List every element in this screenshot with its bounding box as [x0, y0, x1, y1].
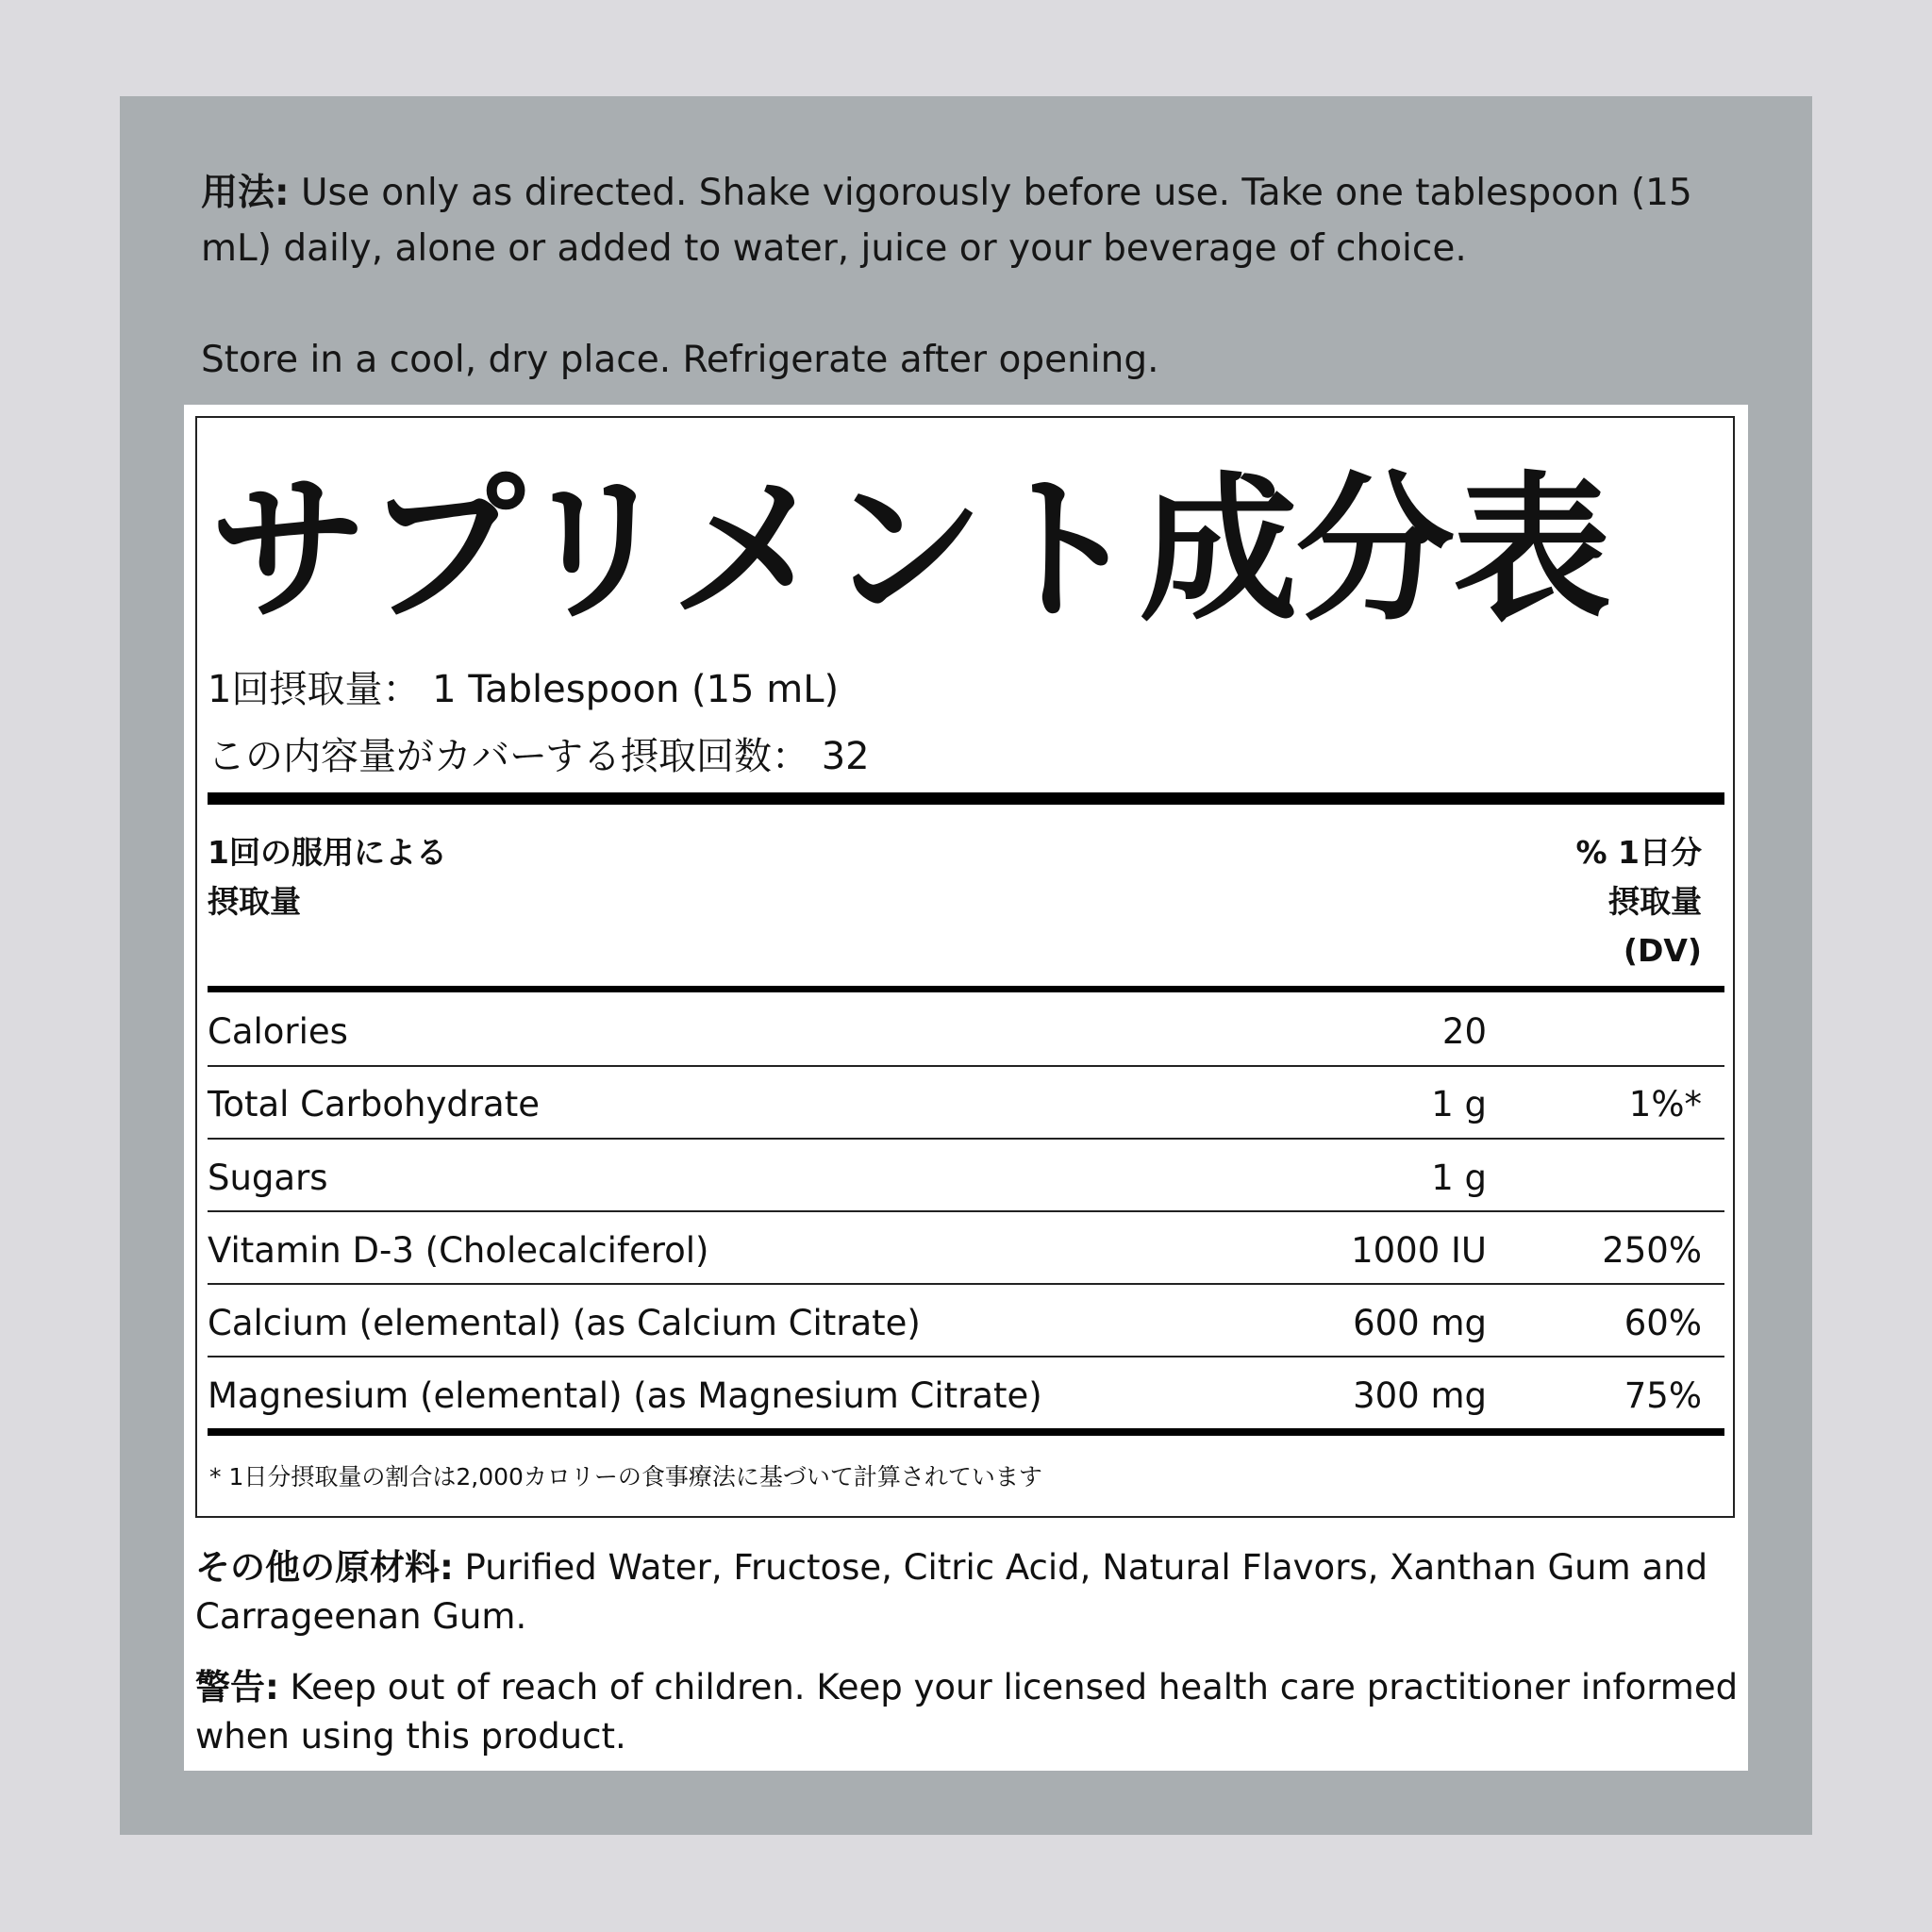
nutrient-amount: 300 mg — [1353, 1375, 1487, 1416]
serving-size: 1回摂取量： 1 Tablespoon (15 mL) — [208, 668, 840, 711]
directions-section — [201, 165, 1729, 388]
header-right-line3: (DV) — [1623, 932, 1702, 969]
warning-label: 警告: — [195, 1667, 279, 1707]
nutrient-name: Vitamin D-3 (Cholecalciferol) — [208, 1230, 709, 1271]
nutrient-amount: 1 g — [1431, 1158, 1487, 1198]
nutrient-amount: 20 — [1441, 1011, 1487, 1052]
warning-text: Keep out of reach of children. Keep your licensed health care practitioner informed when using this product. — [195, 1667, 1739, 1757]
header-right-line1: % 1日分 — [1575, 834, 1702, 871]
row-divider — [208, 1356, 1724, 1357]
nutrient-name: Total Carbohydrate — [208, 1084, 541, 1124]
nutrient-dv: 250% — [1602, 1230, 1702, 1271]
row-divider — [208, 1138, 1724, 1140]
row-divider — [208, 1210, 1724, 1212]
facts-title: サプリメント成分表 — [209, 458, 1609, 642]
directions-body: Use only as directed. Shake vigorously before use. Take one tablespoon (15 mL) daily, alone or added to water, juice or your beverage of choice. — [201, 172, 1692, 270]
nutrient-dv: 75% — [1624, 1375, 1702, 1416]
nutrient-row — [208, 1068, 1724, 1141]
nutrient-amount: 600 mg — [1353, 1303, 1487, 1343]
nutrient-name: Calcium (elemental) (as Calcium Citrate) — [208, 1303, 921, 1343]
nutrient-amount: 1 g — [1431, 1084, 1487, 1124]
nutrient-name: Magnesium (elemental) (as Magnesium Citrate) — [208, 1375, 1042, 1416]
directions-label: 用法: — [201, 172, 290, 214]
header-right-line2: 摂取量 — [1608, 883, 1702, 920]
storage-text: Store in a cool, dry place. Refrigerate after opening. — [201, 339, 1159, 381]
nutrient-row — [208, 1141, 1724, 1214]
row-divider — [208, 1283, 1724, 1285]
nutrient-row — [208, 1287, 1724, 1359]
warning — [195, 1663, 1742, 1761]
other-ingredients-label: その他の原材料: — [195, 1547, 454, 1588]
daily-value-footnote: * 1日分摂取量の割合は2,000カロリーの食事療法に基づいて計算されています — [209, 1463, 1042, 1491]
daily-value-header — [1575, 828, 1702, 975]
amount-per-serving-header — [208, 828, 447, 926]
thick-rule-header — [208, 986, 1724, 992]
nutrient-row — [208, 1214, 1724, 1287]
row-divider — [208, 1065, 1724, 1067]
nutrient-row — [208, 1359, 1724, 1432]
header-left-line1: 1回の服用による — [208, 834, 447, 871]
header-left-line2: 摂取量 — [208, 883, 301, 920]
thick-rule-top — [208, 792, 1724, 805]
nutrient-row — [208, 995, 1724, 1068]
other-ingredients — [195, 1543, 1742, 1641]
nutrient-amount: 1000 IU — [1351, 1230, 1487, 1271]
directions-text — [201, 165, 1729, 276]
nutrient-name: Sugars — [208, 1158, 328, 1198]
other-ingredients-text: Purified Water, Fructose, Citric Acid, Natural Flavors, Xanthan Gum and Carrageenan Gum. — [195, 1547, 1708, 1637]
thick-rule-bottom — [208, 1428, 1724, 1436]
nutrient-dv: 1%* — [1628, 1084, 1702, 1124]
nutrient-name: Calories — [208, 1011, 348, 1052]
servings-per-container: この内容量がカバーする摂取回数： 32 — [208, 735, 870, 778]
nutrient-dv: 60% — [1624, 1303, 1702, 1343]
